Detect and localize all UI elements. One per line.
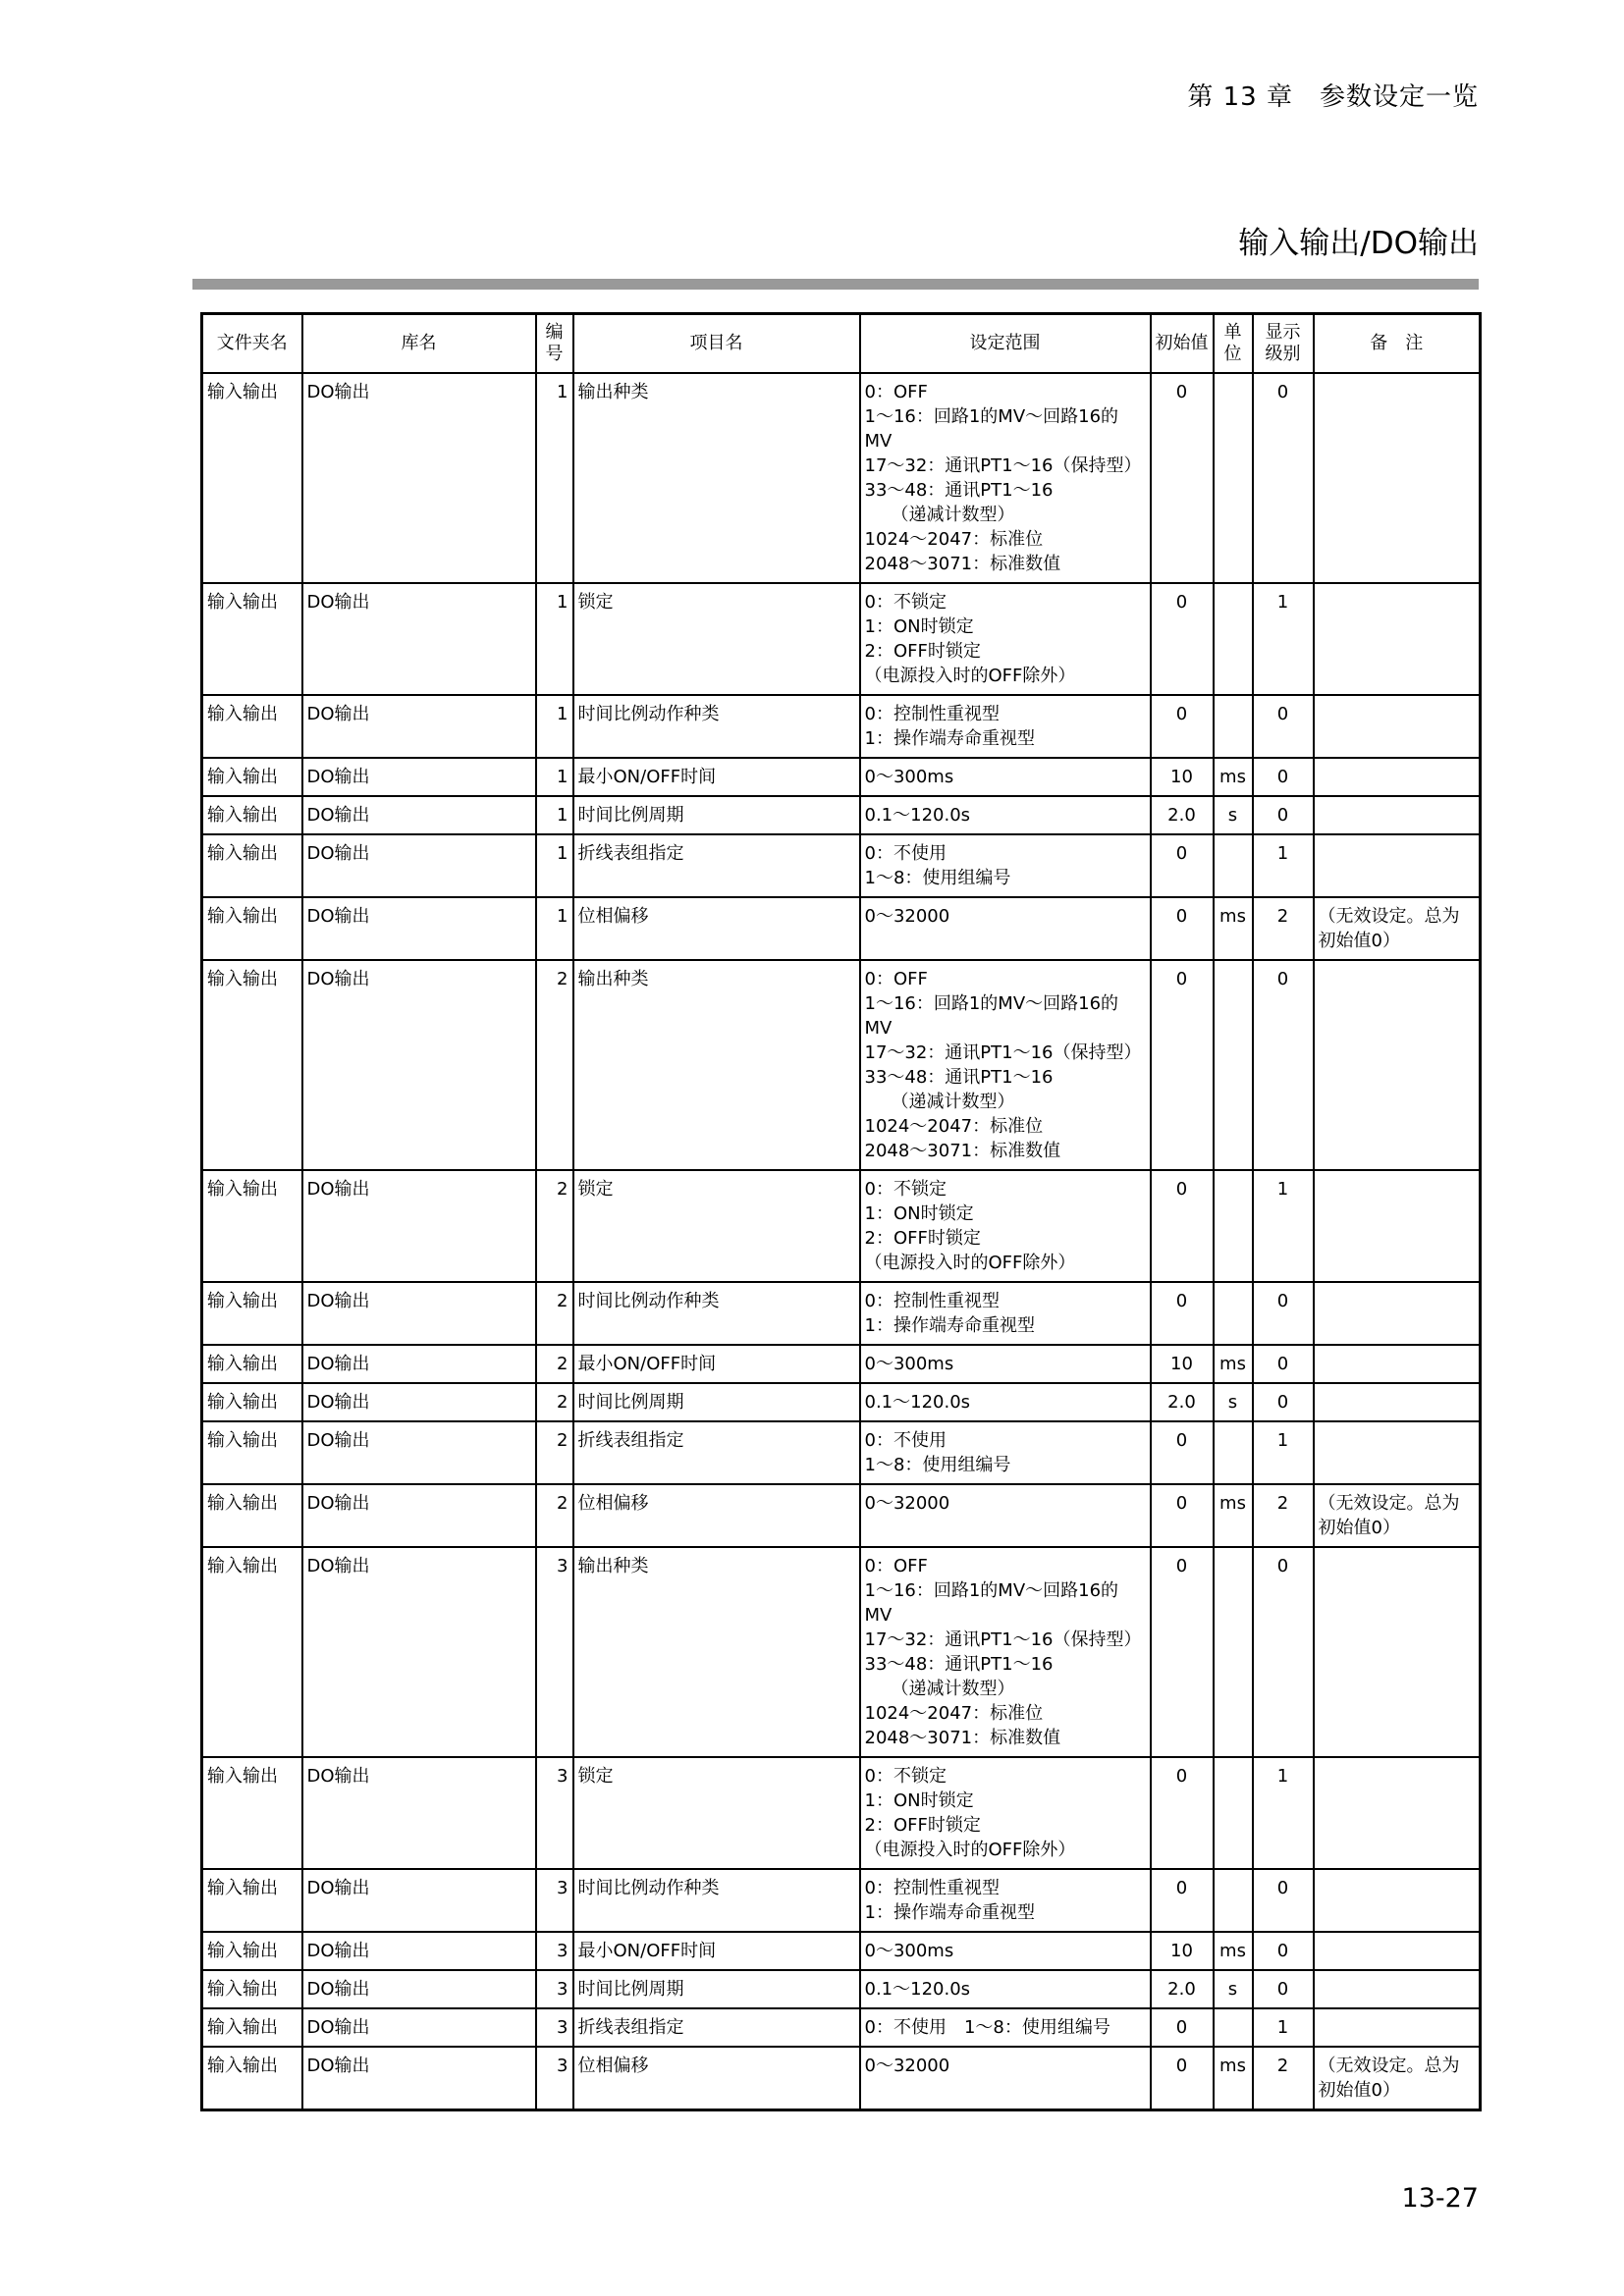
cell-initial: 0 xyxy=(1151,960,1214,1170)
header-row xyxy=(202,314,1481,374)
cell-note xyxy=(1314,1421,1481,1484)
cell-note xyxy=(1314,373,1481,583)
cell-initial: 0 xyxy=(1151,1170,1214,1282)
cell-note xyxy=(1314,1869,1481,1932)
cell-unit: ms xyxy=(1214,1932,1253,1970)
cell-item: 时间比例周期 xyxy=(573,796,860,834)
cell-number: 1 xyxy=(536,834,573,897)
cell-unit xyxy=(1214,1282,1253,1345)
table-row xyxy=(202,796,1481,834)
cell-range: 0：控制性重视型 1：操作端寿命重视型 xyxy=(860,1869,1151,1932)
cell-note xyxy=(1314,1383,1481,1421)
cell-range: 0：OFF 1～16：回路1的MV～回路16的MV 17～32：通讯PT1～16（保持型） 33～48：通讯PT1～16 （递减计数型） 1024～2047：标准位 2048～3071：标准数值 xyxy=(860,960,1151,1170)
cell-initial: 2.0 xyxy=(1151,1970,1214,2008)
table-row xyxy=(202,960,1481,1170)
cell-number: 2 xyxy=(536,1345,573,1383)
cell-number: 2 xyxy=(536,1421,573,1484)
col-header-number: 编号 xyxy=(536,314,573,374)
cell-unit: ms xyxy=(1214,2047,1253,2110)
cell-level: 1 xyxy=(1253,583,1314,695)
cell-number: 2 xyxy=(536,960,573,1170)
cell-initial: 0 xyxy=(1151,1547,1214,1757)
cell-unit: ms xyxy=(1214,1345,1253,1383)
cell-range: 0.1～120.0s xyxy=(860,1970,1151,2008)
cell-folder: 输入输出 xyxy=(202,695,302,758)
cell-initial: 2.0 xyxy=(1151,796,1214,834)
cell-level: 0 xyxy=(1253,1970,1314,2008)
cell-library: DO输出 xyxy=(302,2047,536,2110)
cell-unit: ms xyxy=(1214,758,1253,796)
cell-library: DO输出 xyxy=(302,1282,536,1345)
cell-folder: 输入输出 xyxy=(202,1345,302,1383)
cell-library: DO输出 xyxy=(302,1547,536,1757)
cell-initial: 0 xyxy=(1151,373,1214,583)
cell-note xyxy=(1314,796,1481,834)
cell-range: 0～300ms xyxy=(860,758,1151,796)
cell-library: DO输出 xyxy=(302,1970,536,2008)
cell-unit xyxy=(1214,960,1253,1170)
col-header-initial: 初始值 xyxy=(1151,314,1214,374)
cell-level: 1 xyxy=(1253,834,1314,897)
cell-folder: 输入输出 xyxy=(202,796,302,834)
cell-range: 0：不使用 1～8：使用组编号 xyxy=(860,2008,1151,2047)
cell-level: 0 xyxy=(1253,1282,1314,1345)
cell-unit: s xyxy=(1214,796,1253,834)
cell-unit xyxy=(1214,1421,1253,1484)
cell-initial: 0 xyxy=(1151,1484,1214,1547)
table-row xyxy=(202,758,1481,796)
cell-folder: 输入输出 xyxy=(202,1170,302,1282)
table-header xyxy=(202,314,1481,374)
cell-folder: 输入输出 xyxy=(202,2047,302,2110)
cell-note xyxy=(1314,1345,1481,1383)
table-row xyxy=(202,695,1481,758)
cell-range: 0：OFF 1～16：回路1的MV～回路16的MV 17～32：通讯PT1～16（保持型） 33～48：通讯PT1～16 （递减计数型） 1024～2047：标准位 2048～3071：标准数值 xyxy=(860,1547,1151,1757)
cell-library: DO输出 xyxy=(302,1170,536,1282)
cell-note: （无效设定。总为初始值0） xyxy=(1314,897,1481,960)
cell-item: 时间比例动作种类 xyxy=(573,1282,860,1345)
table-row xyxy=(202,834,1481,897)
cell-folder: 输入输出 xyxy=(202,1484,302,1547)
cell-number: 1 xyxy=(536,796,573,834)
cell-unit: ms xyxy=(1214,1484,1253,1547)
cell-range: 0～300ms xyxy=(860,1932,1151,1970)
cell-unit: s xyxy=(1214,1970,1253,2008)
cell-range: 0：不使用 1～8：使用组编号 xyxy=(860,1421,1151,1484)
cell-item: 输出种类 xyxy=(573,373,860,583)
table-row xyxy=(202,1547,1481,1757)
cell-unit: s xyxy=(1214,1383,1253,1421)
cell-library: DO输出 xyxy=(302,1869,536,1932)
cell-note xyxy=(1314,1547,1481,1757)
cell-item: 最小ON/OFF时间 xyxy=(573,1932,860,1970)
cell-range: 0～32000 xyxy=(860,2047,1151,2110)
cell-range: 0：控制性重视型 1：操作端寿命重视型 xyxy=(860,1282,1151,1345)
col-header-unit: 单位 xyxy=(1214,314,1253,374)
cell-item: 输出种类 xyxy=(573,960,860,1170)
cell-library: DO输出 xyxy=(302,796,536,834)
cell-folder: 输入输出 xyxy=(202,1757,302,1869)
cell-initial: 0 xyxy=(1151,695,1214,758)
cell-item: 输出种类 xyxy=(573,1547,860,1757)
cell-unit xyxy=(1214,373,1253,583)
cell-folder: 输入输出 xyxy=(202,2008,302,2047)
cell-note xyxy=(1314,1282,1481,1345)
table-row xyxy=(202,1345,1481,1383)
cell-number: 2 xyxy=(536,1383,573,1421)
cell-level: 1 xyxy=(1253,1421,1314,1484)
cell-range: 0：OFF 1～16：回路1的MV～回路16的MV 17～32：通讯PT1～16（保持型） 33～48：通讯PT1～16 （递减计数型） 1024～2047：标准位 2048～3071：标准数值 xyxy=(860,373,1151,583)
cell-unit xyxy=(1214,1547,1253,1757)
cell-library: DO输出 xyxy=(302,834,536,897)
cell-item: 锁定 xyxy=(573,1757,860,1869)
chapter-heading: 第 13 章 参数设定一览 xyxy=(1187,82,1479,112)
cell-initial: 10 xyxy=(1151,1345,1214,1383)
cell-range: 0：不锁定 1：ON时锁定 2：OFF时锁定 （电源投入时的OFF除外） xyxy=(860,1170,1151,1282)
cell-library: DO输出 xyxy=(302,373,536,583)
cell-range: 0～300ms xyxy=(860,1345,1151,1383)
cell-folder: 输入输出 xyxy=(202,1932,302,1970)
col-header-library: 库名 xyxy=(302,314,536,374)
cell-folder: 输入输出 xyxy=(202,960,302,1170)
cell-range: 0～32000 xyxy=(860,1484,1151,1547)
table-row xyxy=(202,1932,1481,1970)
cell-item: 时间比例周期 xyxy=(573,1970,860,2008)
cell-level: 0 xyxy=(1253,1383,1314,1421)
cell-unit xyxy=(1214,834,1253,897)
cell-unit xyxy=(1214,1869,1253,1932)
cell-level: 0 xyxy=(1253,373,1314,583)
col-header-range: 设定范围 xyxy=(860,314,1151,374)
cell-item: 折线表组指定 xyxy=(573,834,860,897)
cell-number: 3 xyxy=(536,1547,573,1757)
cell-item: 最小ON/OFF时间 xyxy=(573,758,860,796)
cell-library: DO输出 xyxy=(302,758,536,796)
cell-folder: 输入输出 xyxy=(202,1421,302,1484)
cell-folder: 输入输出 xyxy=(202,834,302,897)
cell-level: 0 xyxy=(1253,1932,1314,1970)
cell-initial: 2.0 xyxy=(1151,1383,1214,1421)
cell-number: 2 xyxy=(536,1282,573,1345)
table-body xyxy=(202,373,1481,2110)
cell-number: 1 xyxy=(536,583,573,695)
cell-level: 1 xyxy=(1253,1170,1314,1282)
cell-initial: 0 xyxy=(1151,834,1214,897)
cell-note xyxy=(1314,1932,1481,1970)
cell-library: DO输出 xyxy=(302,1383,536,1421)
cell-unit xyxy=(1214,2008,1253,2047)
cell-initial: 10 xyxy=(1151,1932,1214,1970)
cell-range: 0：不锁定 1：ON时锁定 2：OFF时锁定 （电源投入时的OFF除外） xyxy=(860,583,1151,695)
cell-folder: 输入输出 xyxy=(202,1970,302,2008)
cell-level: 0 xyxy=(1253,1345,1314,1383)
cell-folder: 输入输出 xyxy=(202,1282,302,1345)
cell-note xyxy=(1314,695,1481,758)
cell-note xyxy=(1314,758,1481,796)
cell-note xyxy=(1314,2008,1481,2047)
cell-level: 2 xyxy=(1253,897,1314,960)
col-header-item: 项目名 xyxy=(573,314,860,374)
cell-note: （无效设定。总为初始值0） xyxy=(1314,2047,1481,2110)
cell-unit xyxy=(1214,1170,1253,1282)
cell-library: DO输出 xyxy=(302,1484,536,1547)
cell-number: 2 xyxy=(536,1170,573,1282)
cell-folder: 输入输出 xyxy=(202,1869,302,1932)
cell-unit xyxy=(1214,583,1253,695)
cell-number: 3 xyxy=(536,2047,573,2110)
cell-folder: 输入输出 xyxy=(202,897,302,960)
cell-number: 3 xyxy=(536,1932,573,1970)
table-row xyxy=(202,1383,1481,1421)
cell-note xyxy=(1314,834,1481,897)
cell-item: 锁定 xyxy=(573,1170,860,1282)
cell-initial: 10 xyxy=(1151,758,1214,796)
cell-folder: 输入输出 xyxy=(202,758,302,796)
cell-initial: 0 xyxy=(1151,1869,1214,1932)
cell-unit xyxy=(1214,1757,1253,1869)
cell-number: 1 xyxy=(536,373,573,583)
cell-number: 3 xyxy=(536,1970,573,2008)
cell-range: 0：控制性重视型 1：操作端寿命重视型 xyxy=(860,695,1151,758)
cell-range: 0：不锁定 1：ON时锁定 2：OFF时锁定 （电源投入时的OFF除外） xyxy=(860,1757,1151,1869)
cell-number: 3 xyxy=(536,1757,573,1869)
cell-initial: 0 xyxy=(1151,1282,1214,1345)
col-header-note: 备 注 xyxy=(1314,314,1481,374)
cell-level: 2 xyxy=(1253,2047,1314,2110)
cell-library: DO输出 xyxy=(302,583,536,695)
table-row xyxy=(202,373,1481,583)
cell-library: DO输出 xyxy=(302,1345,536,1383)
cell-number: 3 xyxy=(536,1869,573,1932)
cell-folder: 输入输出 xyxy=(202,1547,302,1757)
cell-folder: 输入输出 xyxy=(202,1383,302,1421)
parameter-table xyxy=(200,312,1482,2111)
table-row xyxy=(202,1869,1481,1932)
table-row xyxy=(202,1170,1481,1282)
cell-library: DO输出 xyxy=(302,1932,536,1970)
cell-note xyxy=(1314,960,1481,1170)
col-header-level: 显示 级别 xyxy=(1253,314,1314,374)
cell-item: 锁定 xyxy=(573,583,860,695)
cell-item: 时间比例动作种类 xyxy=(573,1869,860,1932)
cell-level: 0 xyxy=(1253,796,1314,834)
cell-level: 2 xyxy=(1253,1484,1314,1547)
cell-number: 1 xyxy=(536,695,573,758)
table-row xyxy=(202,2008,1481,2047)
cell-note xyxy=(1314,1970,1481,2008)
cell-item: 折线表组指定 xyxy=(573,2008,860,2047)
table-row xyxy=(202,1970,1481,2008)
cell-folder: 输入输出 xyxy=(202,373,302,583)
cell-range: 0.1～120.0s xyxy=(860,1383,1151,1421)
table-row xyxy=(202,2047,1481,2110)
cell-library: DO输出 xyxy=(302,960,536,1170)
col-header-folder: 文件夹名 xyxy=(202,314,302,374)
table-row xyxy=(202,583,1481,695)
cell-initial: 0 xyxy=(1151,1757,1214,1869)
cell-item: 最小ON/OFF时间 xyxy=(573,1345,860,1383)
table-row xyxy=(202,897,1481,960)
section-title: 输入输出/DO输出 xyxy=(1238,226,1479,261)
cell-library: DO输出 xyxy=(302,1757,536,1869)
cell-library: DO输出 xyxy=(302,2008,536,2047)
cell-initial: 0 xyxy=(1151,2008,1214,2047)
cell-number: 3 xyxy=(536,2008,573,2047)
cell-level: 0 xyxy=(1253,1869,1314,1932)
cell-level: 0 xyxy=(1253,1547,1314,1757)
table-row xyxy=(202,1484,1481,1547)
cell-range: 0.1～120.0s xyxy=(860,796,1151,834)
cell-range: 0：不使用 1～8：使用组编号 xyxy=(860,834,1151,897)
cell-level: 0 xyxy=(1253,960,1314,1170)
cell-item: 折线表组指定 xyxy=(573,1421,860,1484)
cell-library: DO输出 xyxy=(302,695,536,758)
cell-unit: ms xyxy=(1214,897,1253,960)
cell-item: 位相偏移 xyxy=(573,897,860,960)
table-row xyxy=(202,1421,1481,1484)
cell-library: DO输出 xyxy=(302,897,536,960)
cell-level: 0 xyxy=(1253,758,1314,796)
table-row xyxy=(202,1757,1481,1869)
cell-initial: 0 xyxy=(1151,1421,1214,1484)
cell-item: 时间比例动作种类 xyxy=(573,695,860,758)
cell-folder: 输入输出 xyxy=(202,583,302,695)
cell-number: 2 xyxy=(536,1484,573,1547)
cell-number: 1 xyxy=(536,758,573,796)
cell-range: 0～32000 xyxy=(860,897,1151,960)
cell-level: 0 xyxy=(1253,695,1314,758)
cell-unit xyxy=(1214,695,1253,758)
cell-initial: 0 xyxy=(1151,897,1214,960)
cell-level: 1 xyxy=(1253,1757,1314,1869)
cell-note xyxy=(1314,1170,1481,1282)
table-row xyxy=(202,1282,1481,1345)
cell-item: 位相偏移 xyxy=(573,2047,860,2110)
cell-note xyxy=(1314,583,1481,695)
cell-note: （无效设定。总为初始值0） xyxy=(1314,1484,1481,1547)
page-number: 13-27 xyxy=(1401,2183,1479,2214)
cell-level: 1 xyxy=(1253,2008,1314,2047)
cell-initial: 0 xyxy=(1151,2047,1214,2110)
cell-item: 位相偏移 xyxy=(573,1484,860,1547)
section-divider xyxy=(192,279,1479,290)
cell-initial: 0 xyxy=(1151,583,1214,695)
cell-number: 1 xyxy=(536,897,573,960)
cell-item: 时间比例周期 xyxy=(573,1383,860,1421)
cell-note xyxy=(1314,1757,1481,1869)
cell-library: DO输出 xyxy=(302,1421,536,1484)
